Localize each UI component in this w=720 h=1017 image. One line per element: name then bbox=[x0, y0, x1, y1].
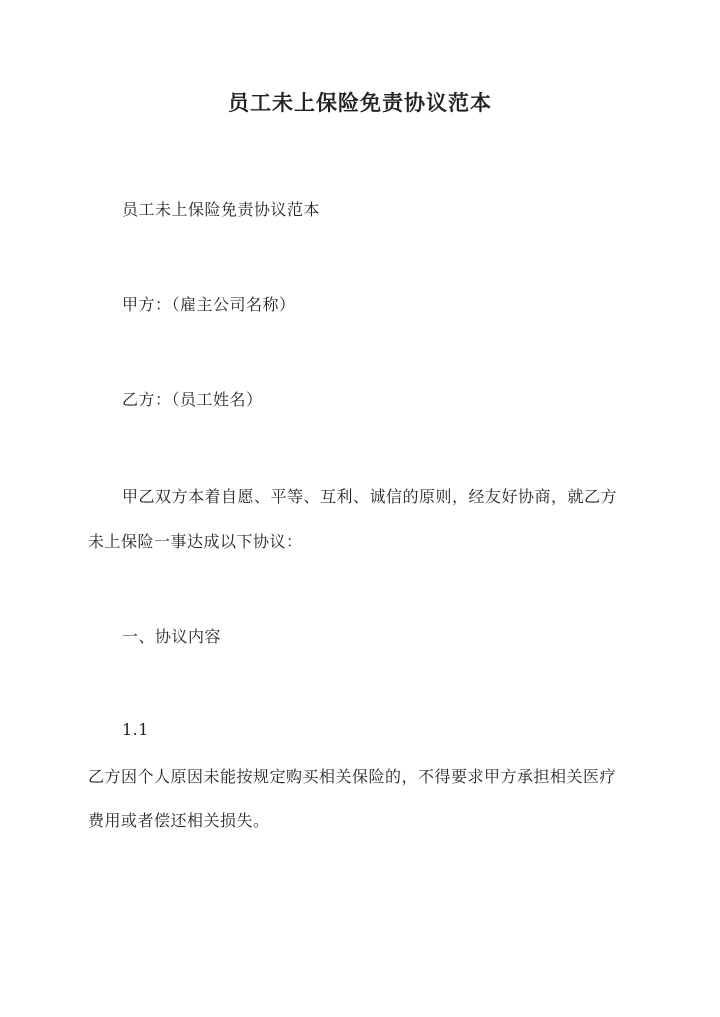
section-heading: 一、协议内容 bbox=[122, 627, 222, 646]
intro-paragraph-line-2: 未上保险一事达成以下协议： bbox=[88, 532, 303, 551]
party-b-line: 乙方：（员工姓名） bbox=[122, 390, 263, 409]
document-title: 员工未上保险免责协议范本 bbox=[228, 90, 492, 115]
clause-text-line-1: 乙方因个人原因未能按规定购买相关保险的，不得要求甲方承担相关医疗 bbox=[88, 767, 617, 786]
clause-text-line-2: 费用或者偿还相关损失。 bbox=[88, 811, 270, 830]
party-a-line: 甲方：（雇主公司名称） bbox=[122, 295, 296, 314]
intro-paragraph-line-1: 甲乙双方本着自愿、平等、互利、诚信的原则，经友好协商，就乙方 bbox=[122, 487, 618, 506]
document-subtitle: 员工未上保险免责协议范本 bbox=[122, 200, 321, 219]
clause-number: 1.1 bbox=[122, 720, 149, 739]
